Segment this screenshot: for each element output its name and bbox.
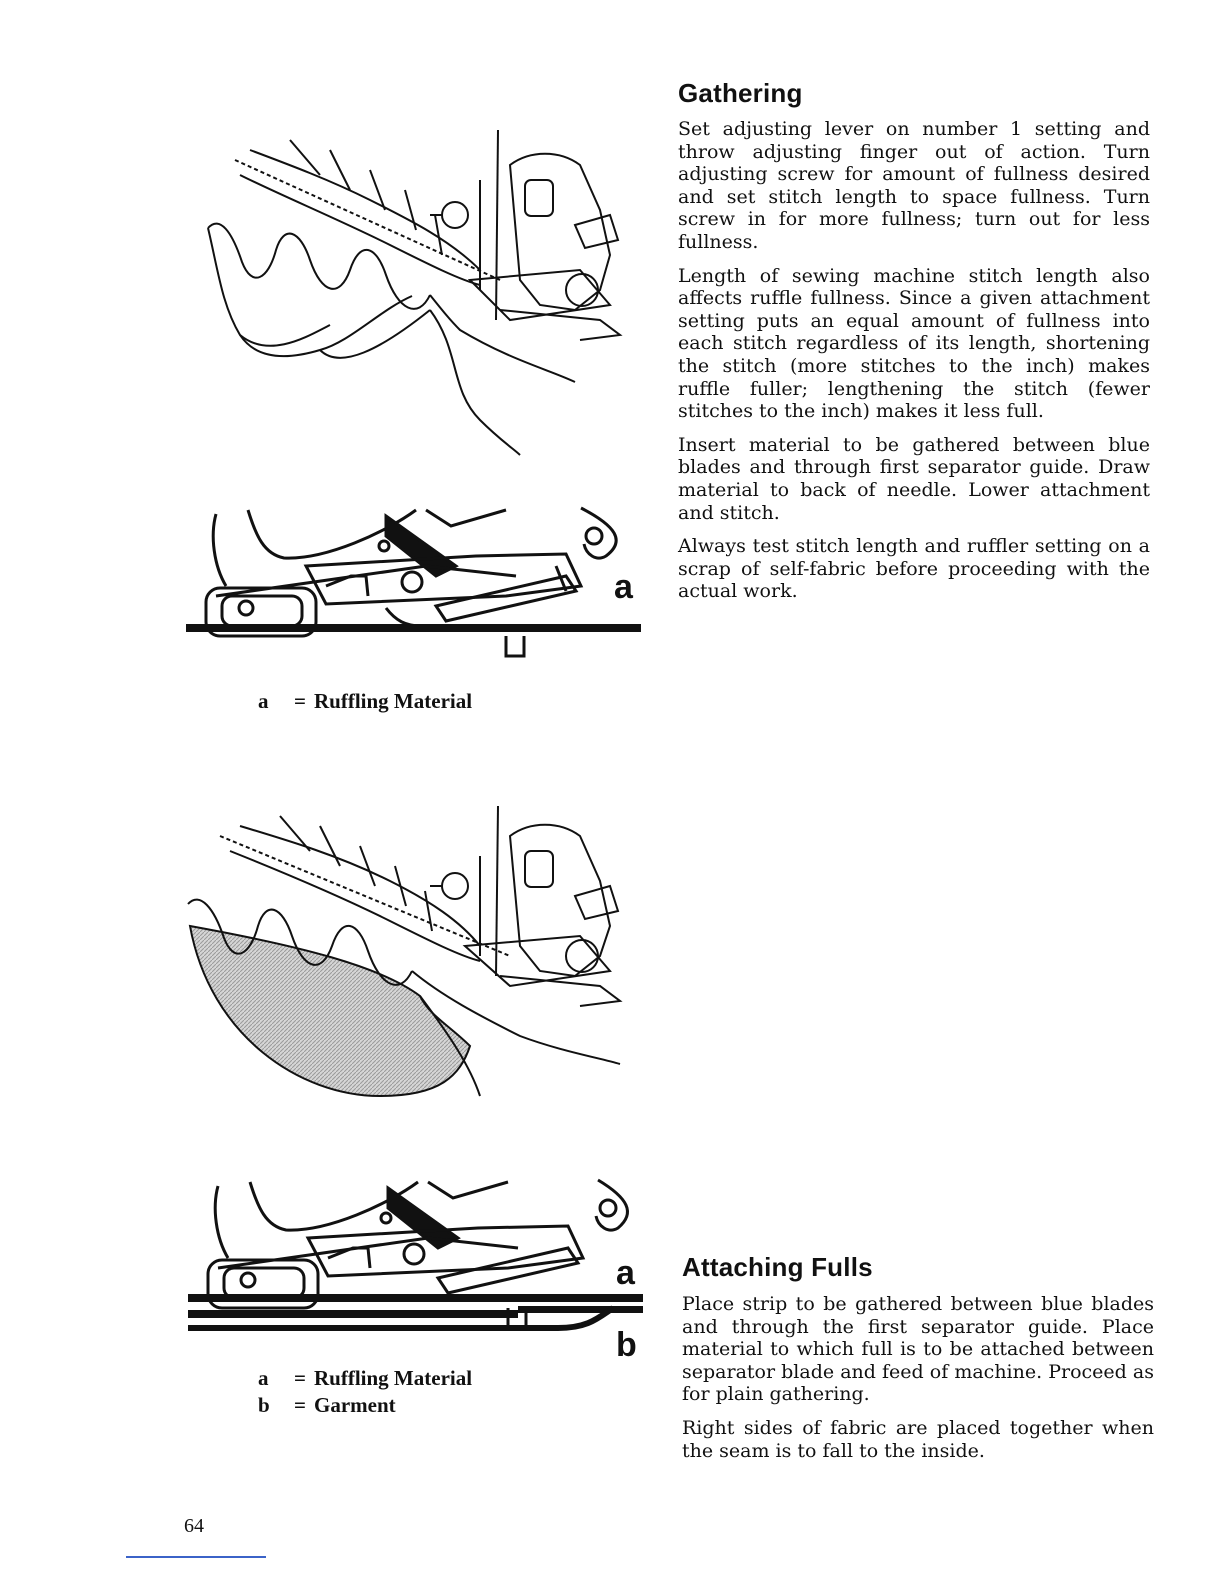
ruffler-sketch: [180, 120, 650, 465]
legend-label: Ruffling Material: [314, 689, 473, 713]
legend-equals: =: [294, 689, 306, 713]
callout-a: a: [616, 1254, 635, 1292]
paragraph: Length of sewing machine stitch length also affects ruffle fullness. Since a given attachment setting puts an equal amount of fullness into each stitch regardless of its length, shortening the stitch (more stitches to the inch) makes ruffle fuller; lengthening the stitch (fewer stitches to the inch) makes it less full.: [678, 264, 1150, 423]
legend-key: b: [258, 1393, 270, 1417]
legend-row: [258, 1365, 472, 1392]
ruffler-illustration-gathering: [180, 120, 650, 465]
paragraph: Insert material to be gathered between blue blades and through first separator guide. Draw material to back of needle. Lower attachment and stitch.: [678, 433, 1150, 524]
page-number: 64: [184, 1515, 204, 1537]
ruffler-sketch: [180, 796, 650, 1116]
legend-row: [258, 688, 472, 715]
legend-key: a: [258, 1366, 269, 1390]
legend-key: a: [258, 689, 269, 713]
footer-rule: [126, 1556, 266, 1558]
ruffler-illustration-attaching: [180, 796, 650, 1116]
paragraph: Place strip to be gathered between blue blades and through the first separator guide. Place material to which full is to be attached between separator blade and feed of machine. Proceed as for plain gathering.: [682, 1293, 1154, 1406]
figure-legend: [258, 1365, 472, 1419]
ruffler-closeup-sketch: [186, 496, 641, 666]
ruffler-closeup-gathering: [186, 496, 641, 666]
attaching-fulls-text: [682, 1293, 1154, 1473]
ruffler-closeup-attaching: [188, 1168, 643, 1348]
callout-b: b: [616, 1326, 637, 1364]
legend-row: [258, 1392, 472, 1419]
section-title-attaching-fulls: Attaching Fulls: [682, 1252, 873, 1282]
legend-equals: =: [294, 1366, 306, 1390]
section-title-gathering: Gathering: [678, 78, 803, 108]
callout-a: a: [614, 568, 633, 606]
paragraph: Set adjusting lever on number 1 setting and throw adjusting finger out of action. Turn adjusting screw for amount of fullness desired and set stitch length to space fullness. Turn screw in for more fullness; turn out for less fullness.: [678, 118, 1150, 253]
paragraph: Always test stitch length and ruffler setting on a scrap of self-fabric before proceeding with the actual work.: [678, 535, 1150, 603]
legend-equals: =: [294, 1393, 306, 1417]
ruffler-closeup-sketch: [188, 1168, 643, 1348]
gathering-text: [678, 118, 1150, 614]
figure-legend: [258, 688, 472, 715]
paragraph: Right sides of fabric are placed together when the seam is to fall to the inside.: [682, 1416, 1154, 1462]
legend-label: Garment: [314, 1393, 396, 1417]
legend-label: Ruffling Material: [314, 1366, 473, 1390]
